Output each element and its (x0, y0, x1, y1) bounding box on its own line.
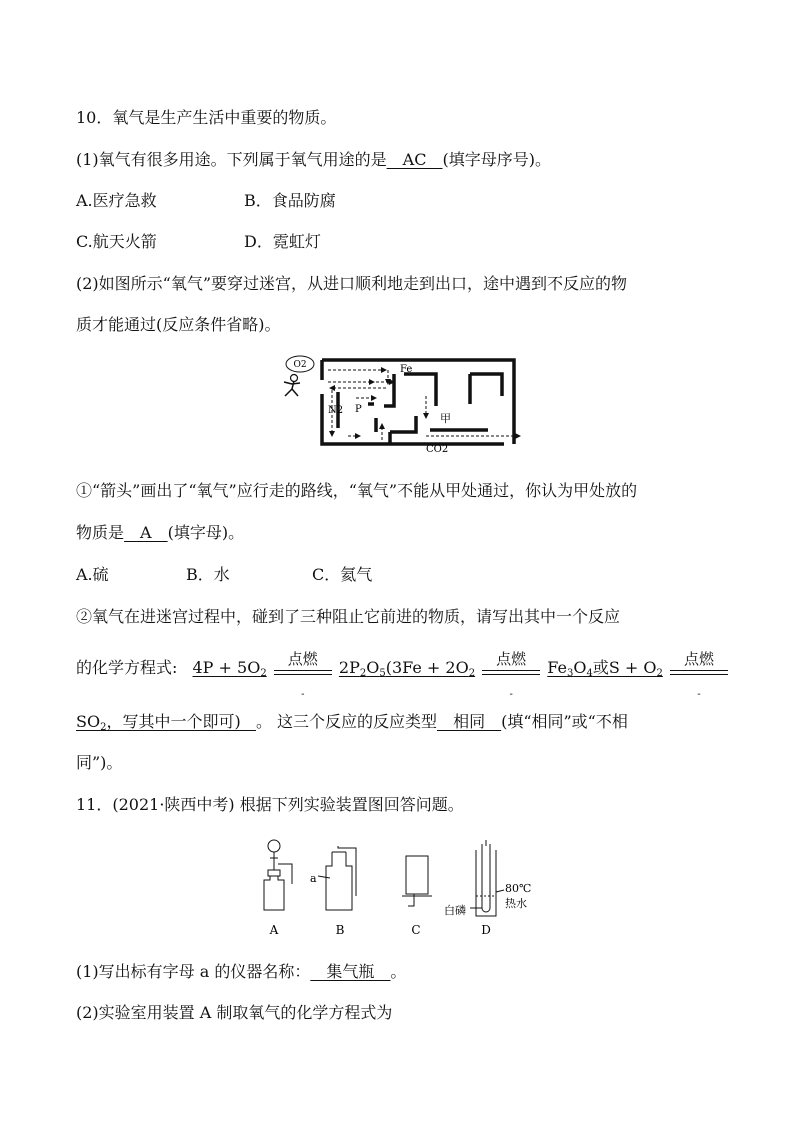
temp-label: 80℃ (505, 882, 532, 895)
apparatus-label-b: B (335, 923, 345, 937)
q10-sub1-option-a: A.硫 (76, 565, 109, 584)
q11-stem: 11．(2021·陕西中考) 根据下列实验装置图回答问题。 (76, 795, 464, 814)
q10-stem: 10．氧气是生产生活中重要的物质。 (76, 108, 337, 127)
white-phosphorus-label: 白磷 (444, 904, 466, 917)
condition-dash-3: - (697, 688, 701, 700)
q10-sub1-note: (填字母)。 (167, 523, 245, 542)
reaction-condition-1 (274, 649, 332, 700)
equation-1-right: $2P_2O_5(3Fe + 2O_2$ (338, 658, 476, 679)
maze-label-jia: 甲 (440, 412, 451, 425)
q10-part2-line1: (2)如图所示“氧气”要穿过迷宫，从进口顺利地走到出口，途中遇到不反应的物 (76, 274, 628, 293)
q10-option-d: D．霓虹灯 (244, 232, 321, 251)
q10-equation-line (76, 648, 730, 700)
q10-sub2-tail-text: 。 这三个反应的反应类型 (255, 712, 438, 731)
q10-option-b: B．食品防腐 (244, 191, 336, 210)
q10-sub2-line1: ②氧气在进迷宫过程中，碰到了三种阻止它前进的物质，请写出其中一个反应 (76, 607, 621, 626)
maze-label-o2: O2 (293, 360, 307, 370)
q11-part1-answer: __集气瓶__ (310, 962, 391, 981)
q11-part1 (76, 961, 406, 983)
equation-2-right: $Fe_3O_4$或$S + O_2$ (547, 658, 663, 679)
q10-sub1-answer: __A__ (124, 523, 168, 542)
apparatus-figure (248, 836, 538, 942)
hot-water-label: 热水 (505, 897, 527, 910)
condition-dash-1: - (301, 688, 305, 700)
apparatus-label-a: A (269, 923, 279, 937)
maze-label-n2: N2 (328, 405, 344, 416)
q10-part1 (76, 149, 551, 171)
q10-sub1-option-b: B．水 (186, 565, 230, 584)
q10-sub2-last: 同”)。 (76, 753, 123, 772)
q10-sub1-line1: ①“箭头”画出了“氧气”应行走的路线，“氧气”不能从甲处通过，你认为甲处放的 (76, 481, 638, 500)
apparatus-label-c: C (411, 923, 421, 937)
apparatus-c (402, 856, 432, 906)
maze-label-p: P (355, 404, 362, 415)
q11-part1-text: (1)写出标有字母 a 的仪器名称： (76, 962, 311, 981)
q11-part2: (2)实验室用装置 A 制取氧气的化学方程式为 (76, 1003, 393, 1022)
q10-part2-line2: 质才能通过(反应条件省略)。 (76, 315, 281, 334)
condition-text-3: 点燃 (683, 649, 714, 668)
q10-option-a: A.医疗急救 (76, 191, 157, 210)
q10-sub1-text: 物质是 (76, 523, 125, 542)
condition-text-2: 点燃 (496, 649, 527, 668)
equation-3-right: $SO_2$，写其中一个即可) (76, 712, 256, 733)
apparatus-d (470, 840, 504, 916)
apparatus-a (264, 840, 292, 910)
reaction-condition-2 (482, 649, 540, 700)
q10-sub2-tail-answer: __相同__ (437, 712, 502, 731)
q10-part1-answer: __AC__ (386, 150, 443, 169)
q10-sub2-tail (76, 711, 628, 739)
q10-part1-note: (填字母序号)。 (442, 150, 551, 169)
maze-figure (276, 352, 526, 458)
q10-sub2-tail-note: (填“相同”或“不相 (501, 712, 628, 731)
condition-dash-2: - (509, 688, 513, 700)
apparatus-label-d: D (481, 923, 491, 937)
label-a-marker: a (310, 872, 317, 885)
apparatus-b (318, 846, 356, 910)
q10-part1-text: (1)氧气有很多用途。下列属于氧气用途的是 (76, 150, 387, 169)
maze-walls (322, 360, 514, 444)
maze-label-co2: CO2 (426, 444, 449, 455)
q11-part1-end: 。 (390, 962, 407, 981)
reaction-condition-3 (670, 649, 728, 700)
maze-label-fe: Fe (400, 364, 413, 375)
condition-text-1: 点燃 (287, 649, 318, 668)
q10-option-c: C.航天火箭 (76, 232, 157, 251)
q10-sub1-option-c: C．氦气 (312, 565, 373, 584)
equation-1-left: $4P + 5O_2$ (192, 658, 267, 679)
q10-sub1-line2 (76, 522, 244, 544)
q10-equation-label: 的化学方程式: (76, 658, 178, 677)
